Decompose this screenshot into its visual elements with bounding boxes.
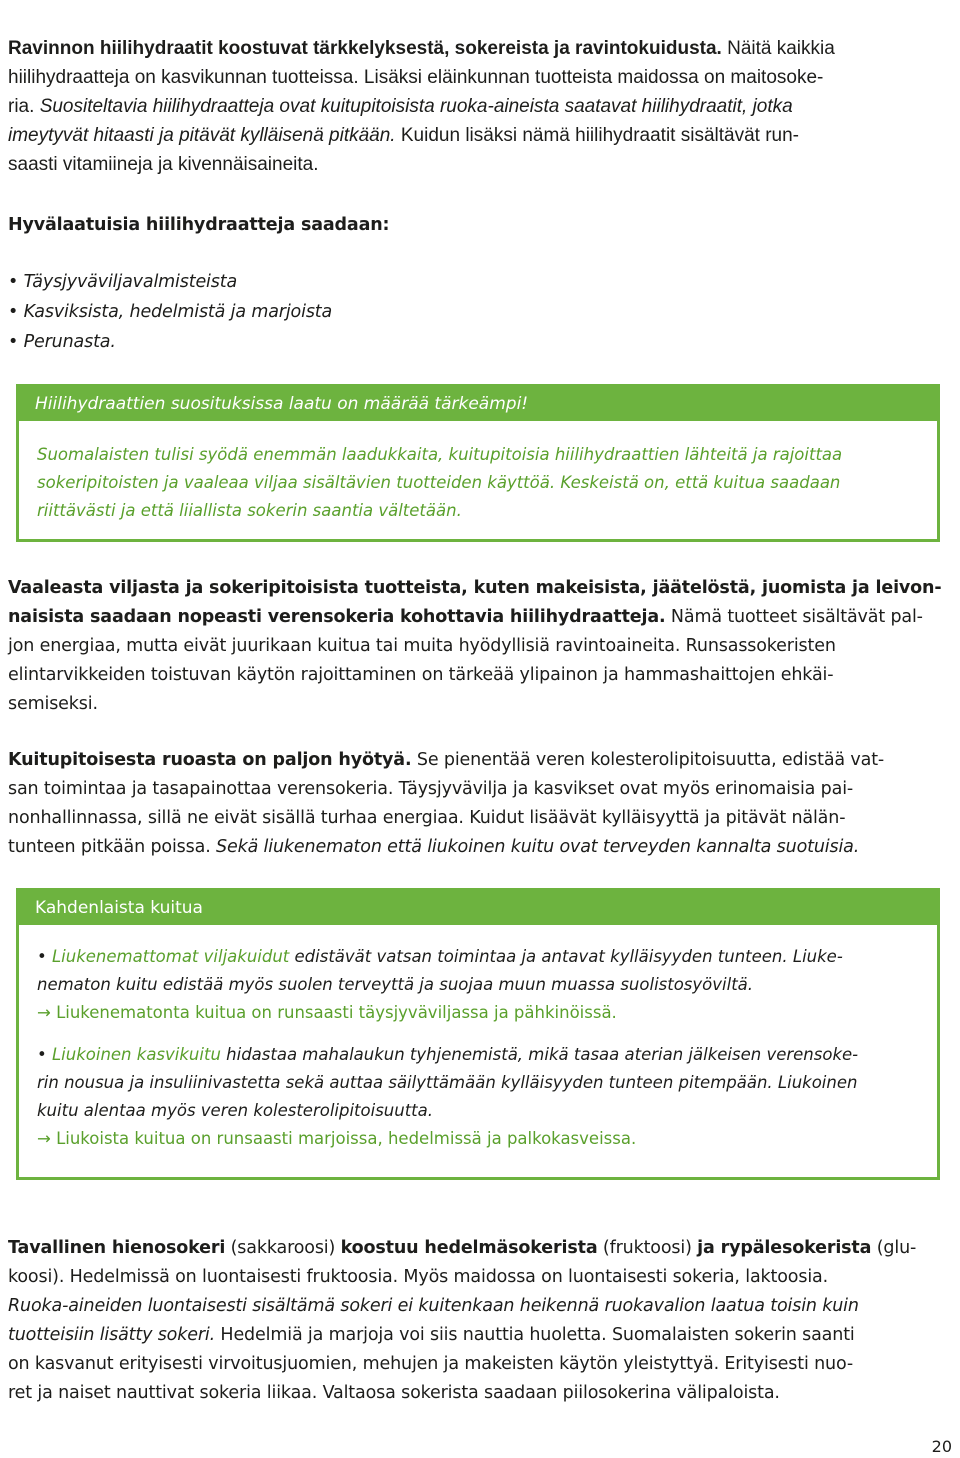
soluble-line2: rin nousua ja insuliinivastetta sekä auttaa säilyttämään kylläisyyden tunteen pitempään. Liukoinen [37, 1073, 858, 1092]
sugar-types-line4-rest: Hedelmiä ja marjoja voi siis nauttia huoletta. Suomalaisten sokerin saanti [215, 1325, 855, 1345]
sugar-line3: jon energiaa, mutta eivät juurikaan kuitua tai muita hyödyllisiä ravintoaineita. Runsassokeristen [8, 636, 836, 656]
sugar-line2-bold: naisista saadaan nopeasti verensokeria kohottavia hiilihydraatteja. [8, 607, 666, 627]
soluble-line3: kuitu alentaa myös veren kolesterolipitoisuutta. [37, 1101, 433, 1120]
intro-line1-rest: Näitä kaikkia [721, 38, 835, 59]
intro-line4-rest: Kuidun lisäksi nämä hiilihydraatit sisältävät run- [395, 125, 800, 146]
quality-callout-box [16, 384, 940, 542]
table-sugar-term: Tavallinen hienosokeri [8, 1238, 226, 1258]
glucose-note: (glu- [871, 1238, 917, 1258]
list-item: • Perunasta. [8, 332, 116, 352]
sugar-types-line2: koosi). Hedelmissä on luontaisesti fruktoosia. Myös maidossa on luontaisesti sokeria, laktoosia. [8, 1267, 829, 1287]
sugar-types-paragraph [8, 1234, 948, 1408]
insoluble-arrow-line: → Liukenematonta kuitua on runsaasti täysjyväviljassa ja pähkinöissä. [37, 1003, 617, 1022]
intro-line2: hiilihydraatteja on kasvikunnan tuotteissa. Lisäksi eläinkunnan tuotteista maidossa on maitosoke- [8, 67, 824, 88]
fiber-line3: nonhallinnassa, sillä ne eivät sisällä turhaa energiaa. Kuidut lisäävät kylläisyyttä ja pitävät nälän- [8, 808, 846, 828]
fiber-paragraph [8, 746, 948, 862]
fiber-types-header: Kahdenlaista kuitua [19, 891, 937, 925]
sugar-line1-bold: Vaaleasta viljasta ja sokeripitoisista tuotteista, kuten makeisista, jäätelöstä, juomista ja leivon- [8, 578, 942, 598]
quality-callout-header: Hiilihydraattien suosituksissa laatu on määrää tärkeämpi! [19, 387, 937, 421]
sugar-paragraph [8, 574, 948, 719]
fiber-line4-italic: Sekä liukenematon että liukoinen kuitu ovat terveyden kannalta suotuisia. [216, 837, 860, 857]
sugar-line5: semiseksi. [8, 694, 98, 714]
intro-line4-italic: imeytyvät hitaasti ja pitävät kylläisenä pitkään. [8, 125, 396, 146]
fiber-types-body: • Liukenemattomat viljakuidut edistävät vatsan toimintaa ja antavat kylläisyyden tunteen. Liuke- nematon kuitu edistää myös suolen terveyttä ja suojaa muun muassa suolistosyöviltä. → Liukenematonta kuitua on runsaasti täysjyväviljassa ja pähkinöissä. • Liukoinen kasvikuitu hidastaa mahalaukun tyhjenemistä, mikä tasaa aterian jälkeisen verensoke- rin nousua ja insuliinivastetta sekä auttaa säilyttämään kylläisyyden tunteen pitempään. Liukoinen kuitu alentaa myös veren kolesterolipitoisuutta. → Liukoista kuitua on runsaasti marjoissa, hedelmissä ja palkokasveissa. [37, 943, 923, 1153]
intro-line5: saasti vitamiineja ja kivennäisaineita. [8, 154, 319, 175]
intro-line3-plain: ria. [8, 96, 40, 117]
quality-callout-body [37, 441, 923, 525]
good-sources-heading: Hyvälaatuisia hiilihydraatteja saadaan: [8, 215, 390, 235]
soluble-arrow-line: → Liukoista kuitua on runsaasti marjoissa, hedelmissä ja palkokasveissa. [37, 1129, 637, 1148]
sugar-types-line3-italic: Ruoka-aineiden luontaisesti sisältämä sokeri ei kuitenkaan heikennä ruokavalion laatua toisin kuin [8, 1296, 859, 1316]
intro-line3-italic: Suositeltavia hiilihydraatteja ovat kuitupitoisista ruoka-aineista saatavat hiilihydraatit, jotka [39, 96, 793, 117]
sugar-types-line4-italic: tuotteisiin lisätty sokeri. [8, 1325, 216, 1345]
sugar-types-line5: on kasvanut erityisesti virvoitusjuomien, mehujen ja makeisten käytön yleistyttyä. Erityisesti nuo- [8, 1354, 854, 1374]
quality-line1: Suomalaisten tulisi syödä enemmän laadukkaita, kuitupitoisia hiilihydraattien lähteitä ja rajoittaa [37, 445, 843, 464]
good-sources-list [8, 267, 948, 357]
fiber-line1-rest: Se pienentää veren kolesterolipitoisuutta, edistää vat- [411, 750, 885, 770]
insoluble-line1-rest: edistävät vatsan toimintaa ja antavat kylläisyyden tunteen. Liuke- [289, 947, 843, 966]
insoluble-line2: nematon kuitu edistää myös suolen terveyttä ja suojaa muun muassa suolistosyöviltä. [37, 975, 754, 994]
intro-paragraph [8, 34, 948, 179]
list-item: • Täysjyväviljavalmisteista [8, 272, 238, 292]
quality-line3: riittävästi ja että liiallista sokerin saantia vältetään. [37, 501, 462, 520]
soluble-fiber-term: Liukoinen kasvikuitu [51, 1045, 221, 1064]
sucrose-note: (sakkaroosi) [225, 1238, 341, 1258]
insoluble-fiber-term: Liukenemattomat viljakuidut [51, 947, 290, 966]
fiber-line4-plain: tunteen pitkään poissa. [8, 837, 217, 857]
fiber-line2: san toimintaa ja tasapainottaa verensokeria. Täysjyvävilja ja kasvikset ovat myös erinomaisia pai- [8, 779, 854, 799]
page-number: 20 [931, 1437, 952, 1456]
sugar-types-line6: ret ja naiset nauttivat sokeria liikaa. Valtaosa sokerista saadaan piilosokerina välipaloista. [8, 1383, 780, 1403]
fructose-note: (fruktoosi) [597, 1238, 698, 1258]
glucose-term: ja rypälesokerista [697, 1238, 872, 1258]
soluble-line1-rest: hidastaa mahalaukun tyhjenemistä, mikä tasaa aterian jälkeisen verensoke- [220, 1045, 859, 1064]
sugar-line4: elintarvikkeiden toistuvan käytön rajoittaminen on tärkeää ylipainon ja hammashaittojen ehkäi- [8, 665, 834, 685]
fructose-term: koostuu hedelmäsokerista [340, 1238, 598, 1258]
quality-line2: sokeripitoisten ja vaaleaa viljaa sisältävien tuotteiden käyttöä. [37, 473, 556, 492]
fiber-line1-bold: Kuitupitoisesta ruoasta on paljon hyötyä. [8, 750, 412, 770]
intro-bold-lead: Ravinnon hiilihydraatit koostuvat tärkkelyksestä, sokereista ja ravintokuidusta. [8, 38, 722, 59]
quality-line2-rest: Keskeistä on, että kuitua saadaan [555, 473, 841, 492]
fiber-types-box [16, 888, 940, 1180]
sugar-line2-rest: Nämä tuotteet sisältävät pal- [665, 607, 923, 627]
list-item: • Kasviksista, hedelmistä ja marjoista [8, 302, 333, 322]
